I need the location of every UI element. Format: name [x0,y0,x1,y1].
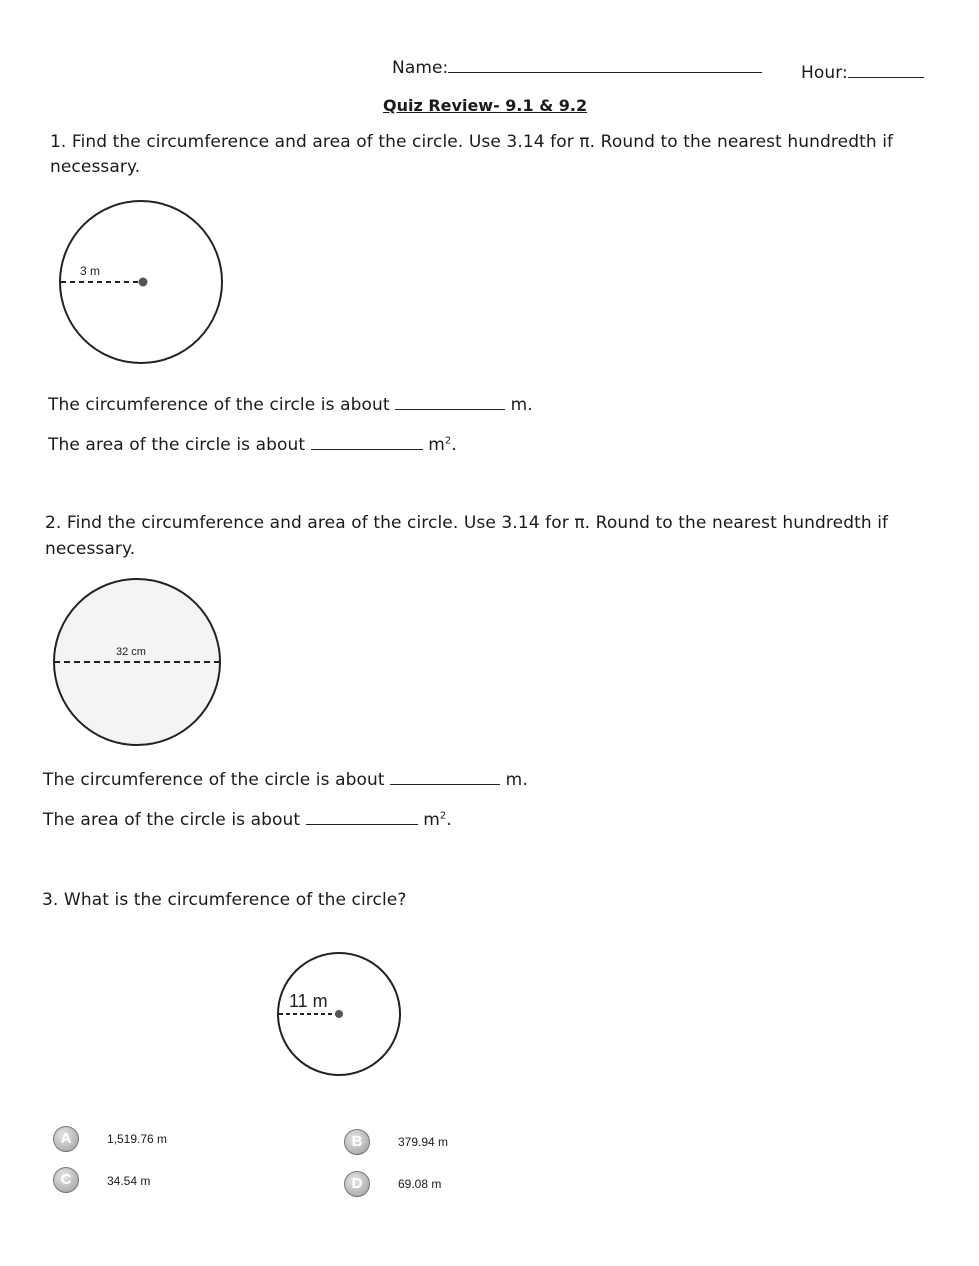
q3-radius-label: 11 m [289,991,328,1011]
q3-prompt: 3. What is the circumference of the circle? [42,890,407,910]
hour-label: Hour: [801,63,848,83]
q3-circle-figure [272,950,406,1080]
q3-center-point [335,1010,343,1018]
q1-area-prefix: The area of the circle is about [48,435,306,455]
q1-prompt-line1: 1. Find the circumference and area of the circle. Use 3.14 for π. Round to the nearest hundredth if [50,132,894,152]
name-blank[interactable] [448,58,762,73]
q2-area-blank[interactable] [306,810,418,825]
q2-area-unit: m [423,810,440,830]
q2-circ-unit: m. [505,770,528,790]
choice-d-text: 69.08 m [398,1177,442,1191]
hour-blank[interactable] [848,63,924,78]
q1-circ-unit: m. [510,395,533,415]
q2-area-end: . [446,810,452,830]
q1-area-unit: m [428,435,445,455]
choice-c-text: 34.54 m [107,1174,151,1188]
q2-prompt-line2: necessary. [45,539,136,559]
q1-area-end: . [451,435,457,455]
q2-circ-prefix: The circumference of the circle is about [43,770,385,790]
choice-b-text: 379.94 m [398,1135,449,1149]
choice-a-text: 1,519.76 m [107,1132,168,1146]
q2-diameter-label: 32 cm [116,646,146,658]
choice-b-bubble[interactable]: B [344,1129,370,1155]
name-field [392,58,762,78]
q2-area-prefix: The area of the circle is about [43,810,301,830]
q1-circle-figure [52,196,232,368]
q1-circ-blank[interactable] [395,395,505,410]
q1-area-exp: 2 [444,435,452,447]
choice-a-bubble[interactable]: A [53,1126,79,1152]
q2-area-exp: 2 [439,810,447,822]
q2-prompt-line1: 2. Find the circumference and area of the circle. Use 3.14 for π. Round to the nearest hundredth if [45,513,889,533]
q2-circle-figure [48,574,228,750]
page-title: Quiz Review- 9.1 & 9.2 [383,96,588,115]
q2-circ-blank[interactable] [390,770,500,785]
q1-area-blank[interactable] [311,435,423,450]
q1-circumference-answer [48,395,533,415]
choice-d-bubble[interactable]: D [344,1171,370,1197]
hour-field [801,63,924,83]
choice-c-bubble[interactable]: C [53,1167,79,1193]
name-label: Name: [392,58,449,78]
q1-circ-prefix: The circumference of the circle is about [48,395,390,415]
q1-center-point [139,278,148,287]
q1-radius-label: 3 m [80,264,101,278]
q1-area-answer [48,435,457,455]
q2-circumference-answer [43,770,528,790]
q2-area-answer [43,810,452,830]
q1-prompt-line2: necessary. [50,157,141,177]
